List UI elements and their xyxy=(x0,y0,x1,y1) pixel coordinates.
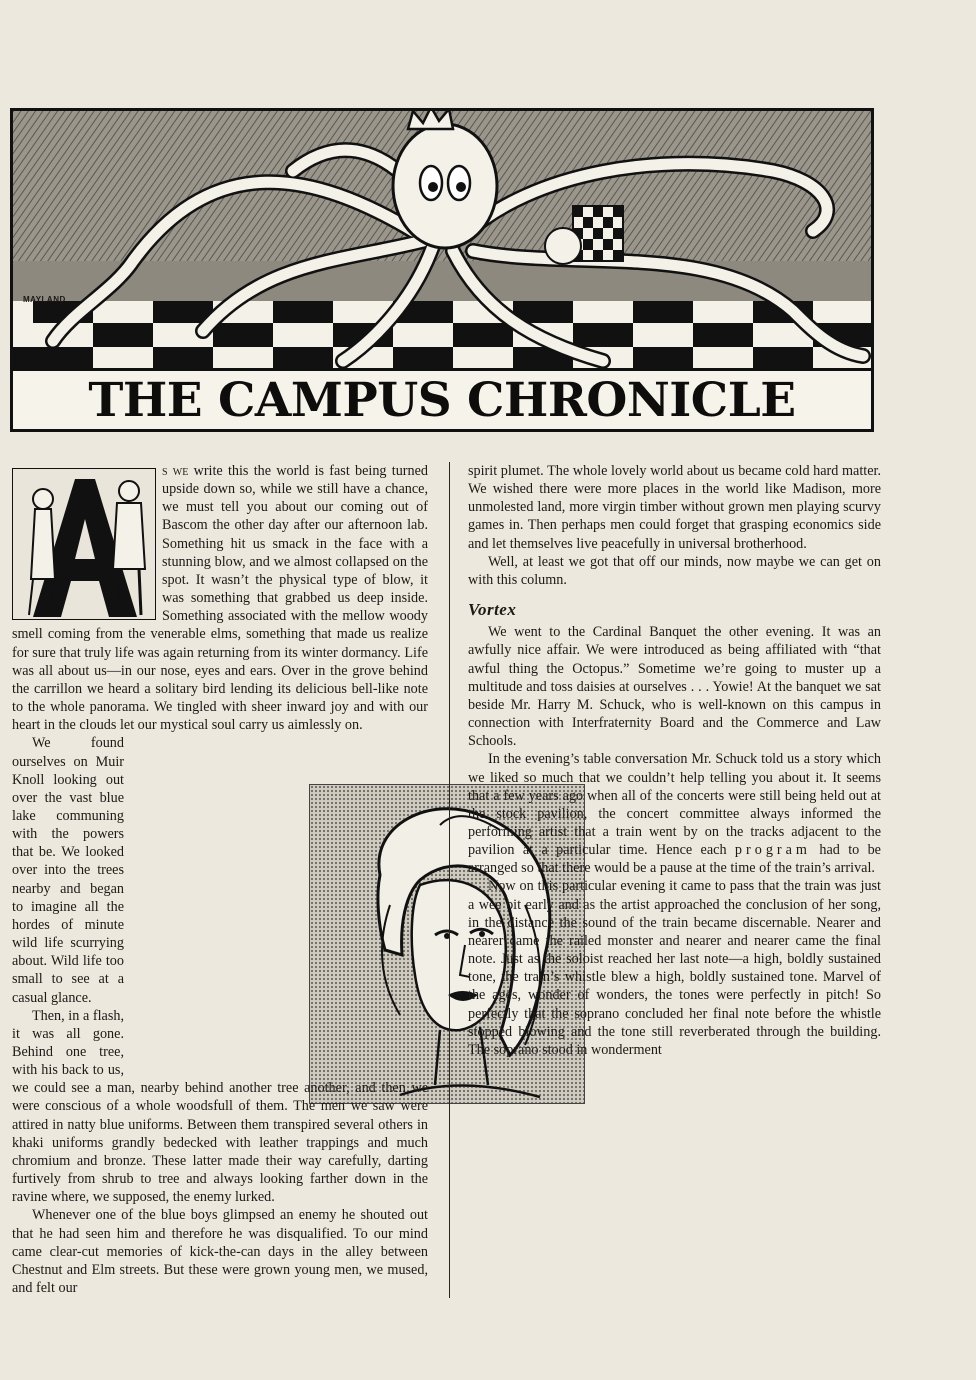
drop-cap-illustration xyxy=(12,468,156,620)
lead-words: s we xyxy=(162,463,189,479)
paragraph-banquet: We went to the Cardinal Banquet the other evening. It was an awfully nice affair. We were introduced as being affiliated with “that awful thing the Octopus.” Sometime we’re going to muster up a multitude and toss daisies at ourselves . . . Yowie! At the banquet we sat beside Mr. Harry M. Schuck, who is well-known on this campus in connection with Interfraternity Board and the Commerce and Law Schools. xyxy=(468,624,881,750)
column-divider xyxy=(449,462,450,1298)
artist-signature: MAYLAND xyxy=(23,295,66,304)
story-spaced-word: program xyxy=(734,842,811,859)
couple-with-letter-a-icon xyxy=(13,469,155,619)
paragraph-train: Now on this particular evening it came to pass that the train was just a wee bit early and as the artist approached the conclusion of her song, in the distance the sound of the train became discernable. Nearer and nearer came the railed monster and nearer and nearer came the final note. Just as the soloist reached her last note—a high, boldly sustained tone, the train’s whistle blew a high, boldly sustained tone. Marvel of the ages, wonder of wonders, the tones were perfectly in pitch! So perfectly that the soprano concluded her final note before the whistle stopped blowing and the tone still reverberated through the building. The soprano stood in wonderment xyxy=(468,878,881,1058)
left-column xyxy=(12,462,428,1297)
portrait-wrap-space xyxy=(136,736,436,1061)
paragraph-continued: spirit plumet. The whole lovely world about us became cold hard matter. We wished there were more places in the world like Madison, more unmolested land, more virgin timber without grown men playing scurvy games in. Then perhaps men could forget that grasping economics side and let themselves live peacefully in universal brotherhood. xyxy=(468,463,881,552)
paragraph-get-on: Well, at least we got that off our minds, now maybe we can get on with this column. xyxy=(468,553,881,588)
masthead xyxy=(13,368,871,429)
page-title: THE CAMPUS CHRONICLE xyxy=(88,372,796,428)
section-heading: Vortex xyxy=(468,600,517,620)
paragraph-intro-text: write this the world is fast being turned upside down so, while we still have a chance, we must tell you about our coming out of Bascom the other day after our afternoon lab. Something hit us smack in the face with a stunning blow, and we almost collapsed on the spot. It wasn’t the physical type of blow, it was something that grabbed us deep inside. Something associated with the mellow woody smell coming from the venerable elms, something that made us realize for sure that truly life was again returning from its winter dormancy. Life was all about us—in our nose, eyes and ears. Over in the grove behind the carrillon we heard a solitary bird lending its delicious bell-like note to the whole panorama. We tingled with sheer inward joy and with our heart in the clouds let our mystical soul carry us aimlessly on. xyxy=(12,463,428,734)
paragraph-uniforms: Then, in a flash, it was all gone. Behind one tree, with his back to us, we could see a man, nearby behind another tree another, and then we were conscious of a whole woodsfull of them. The men we saw were attired in natty blue uniforms. Between them transpired several others in khaki uniforms grandly bedecked with leather trappings and much chromium and bronze. These latter made their way carefully, darting furtively from shrub to tree and always looking farther down in the ravine where, we supposed, the enemy lurked. xyxy=(12,1007,428,1206)
masthead-banner xyxy=(10,108,874,432)
right-column xyxy=(468,462,881,1059)
octopus-with-crown-icon xyxy=(13,111,871,371)
paragraph-muir-knoll: We found ourselves on Muir Knoll looking out over the vast blue lake communing with the powers that be. We looked over into the trees nearby and began to imagine all the hordes of minute wild life scurrying about. Wild life too small to see at a casual glance. xyxy=(12,735,124,1006)
story-text-a: In the evening’s table conversation Mr. Schuck told us a story which we liked so much that we couldn’t help telling you about it. It seems that a few years ago when all of the concerts were still being held out at the stock pavilion, the concert committee always informed the performing artist that a train went by on the tracks adjacent to the pavilion at a particular time. Hence each xyxy=(468,751,881,859)
paragraph-schuck-story xyxy=(468,750,881,877)
paragraph-kick-the-can: Whenever one of the blue boys glimpsed an enemy he shouted out that he had seen him and therefore he was disqualified. To our mind came clear-cut memories of kick-the-can days in the alley between Chestnut and Elm streets. But these were grown young men, we mused, and felt our xyxy=(12,1207,428,1297)
story-text-b: had to be arranged so that there would be a pause at the time of the train’s arrival. xyxy=(468,842,881,877)
